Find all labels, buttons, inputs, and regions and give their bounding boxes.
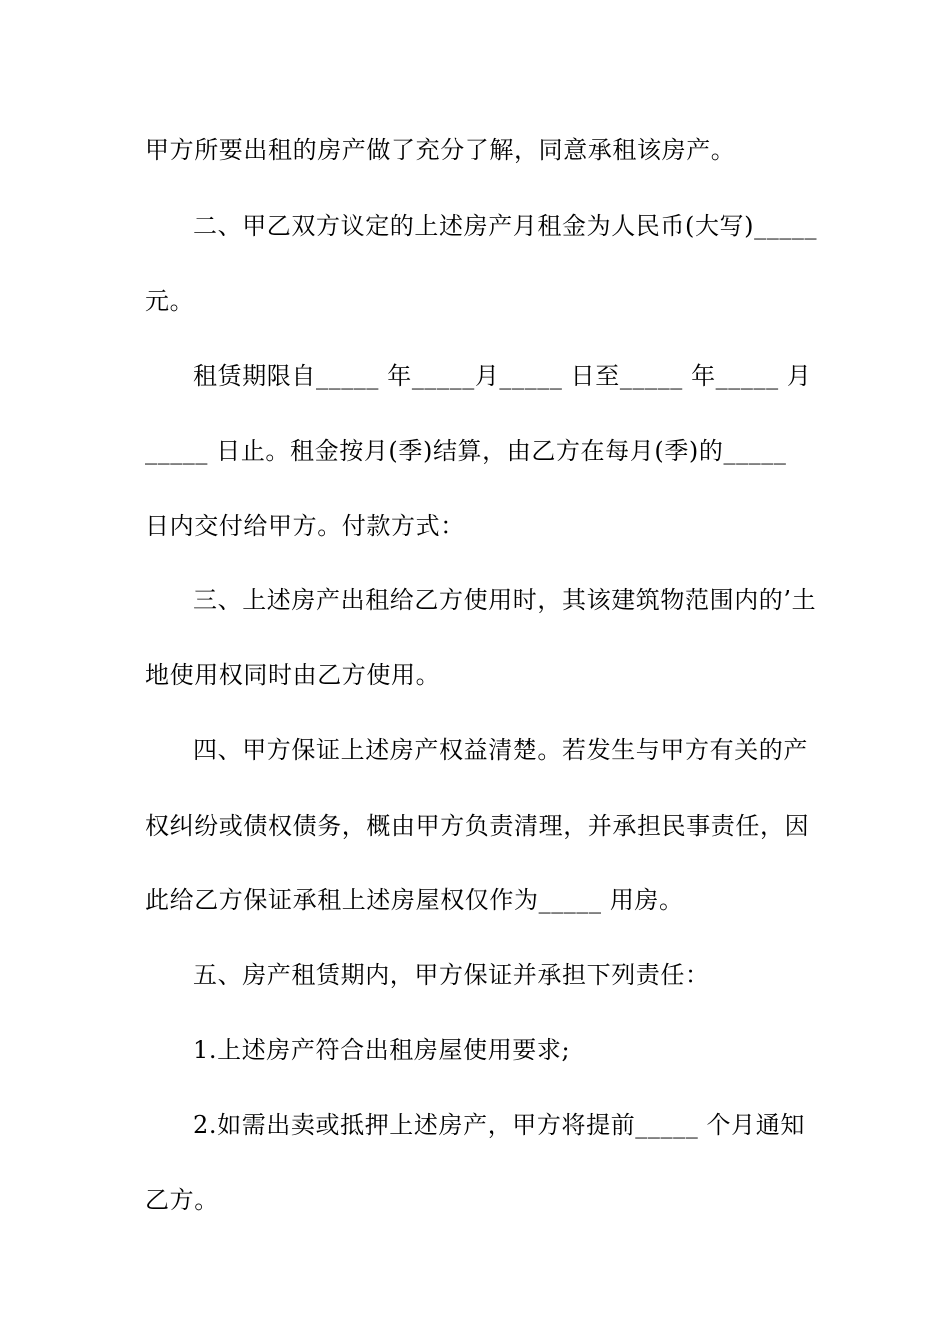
text-line: 2.如需出卖或抵押上述房产，甲方将提前_____ 个月通知: [193, 1111, 805, 1139]
text-line: 元。: [145, 287, 195, 315]
text-line: 此给乙方保证承租上述房屋权仅作为_____ 用房。: [145, 886, 684, 914]
text-line: 四、甲方保证上述房产权益清楚。若发生与甲方有关的产: [193, 736, 808, 764]
text-line: 租赁期限自_____ 年_____月_____ 日至_____ 年_____ 月: [193, 362, 812, 390]
text-line: 甲方所要出租的房产做了充分了解，同意承租该房产。: [145, 136, 736, 164]
text-line: 三、上述房产出租给乙方使用时，其该建筑物范围内的’土: [193, 586, 817, 614]
text-line: 地使用权同时由乙方使用。: [145, 661, 441, 689]
text-line: 五、房产租赁期内，甲方保证并承担下列责任：: [193, 961, 710, 989]
text-line: 权纠纷或债权债务，概由甲方负责清理，并承担民事责任，因: [145, 812, 810, 840]
text-line: 1.上述房产符合出租房屋使用要求;: [193, 1036, 571, 1064]
text-line: 二、甲乙双方议定的上述房产月租金为人民币(大写)_____: [193, 212, 818, 240]
text-line: 日内交付给甲方。付款方式：: [145, 512, 465, 540]
text-line: 乙方。: [145, 1186, 219, 1214]
text-line: _____ 日止。租金按月(季)结算，由乙方在每月(季)的_____: [145, 437, 787, 465]
